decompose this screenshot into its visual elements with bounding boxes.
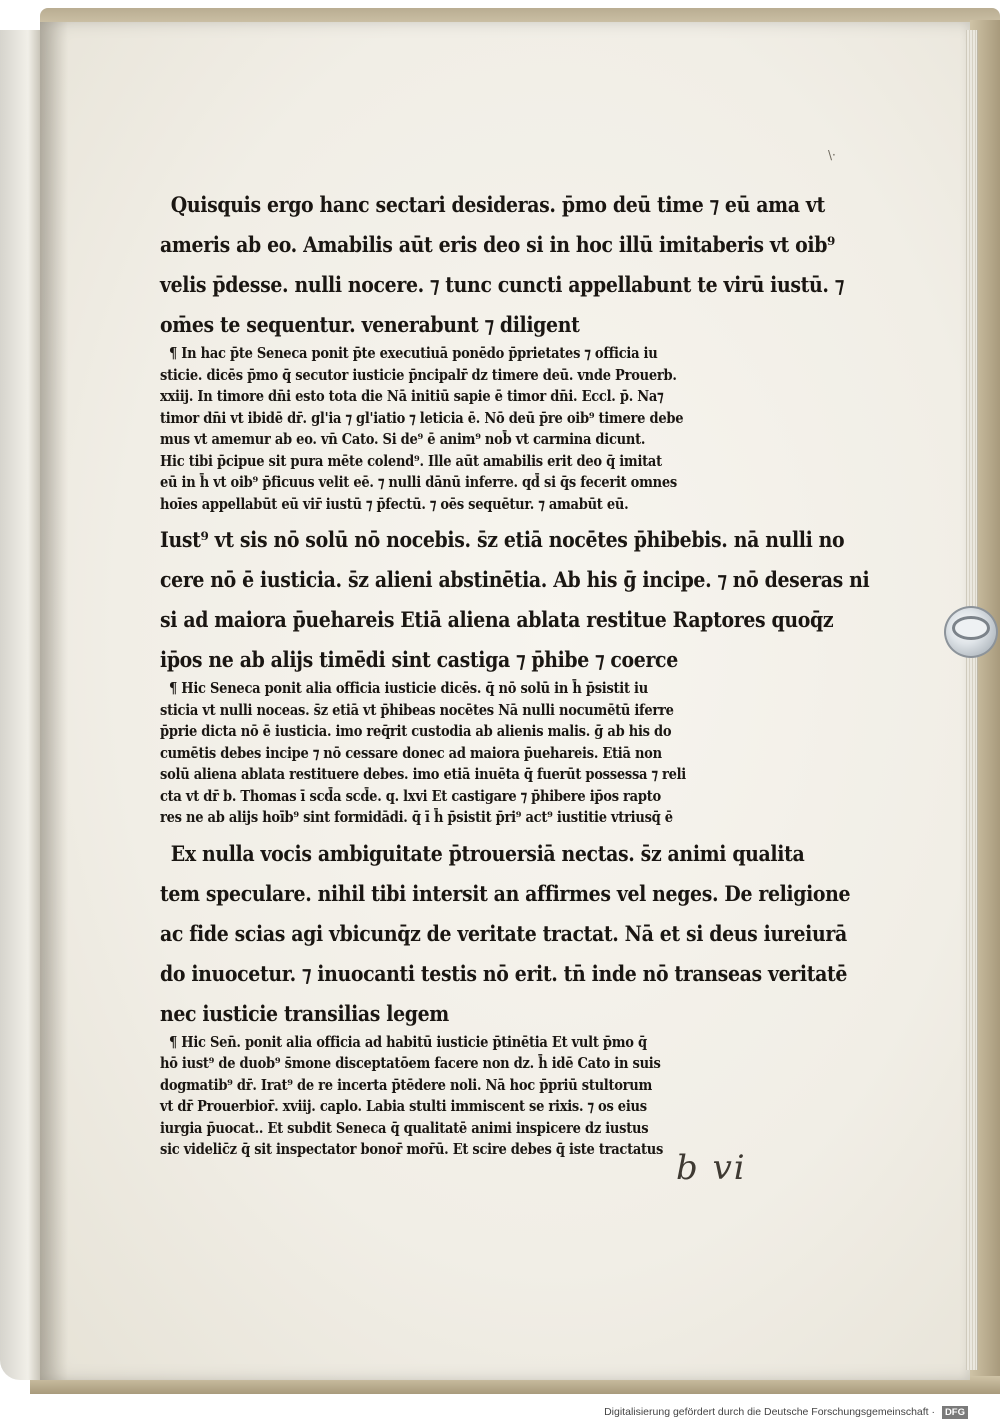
text-column [160, 190, 870, 1161]
facing-page-edge [0, 30, 40, 1380]
main-line: ip̄os ne ab alijs timēdi sint castiga ⁊ p̄hibe ⁊ coerce [160, 647, 678, 672]
commentary-line: solū aliena ablata restituere debes. imo etiā inuēta q̄ fuerūt possessa ⁊ reli [160, 766, 686, 783]
commentary-line: timor dn̄i vt ibidē dr̄. gl'ia ⁊ gl'iatio ⁊ leticia ē. Nō deū p̄re oib⁹ timere debe [160, 409, 684, 427]
main-line: Quisquis ergo hanc sectari desideras. p̄mo deū time ⁊ eū ama vt [170, 192, 825, 217]
commentary-line: xxiij. In timore dn̄i esto tota die Nā initiū sapie ē timor dn̄i. Eccl. p̄. Na⁊ [160, 388, 664, 405]
main-line: si ad maiora p̄uehareis Etiā aliena ablata restitue Raptores quoq̄z [160, 607, 834, 632]
commentary-line: ¶ Hic Sen̄. ponit alia officia ad habitū iusticie p̄tinētia Et vult p̄mo q̄ [169, 1033, 647, 1051]
commentary-line: dogmatib⁹ dr̄. Irat⁹ de re incerta p̄tēdere noli. Nā hoc p̄priū stultorum [160, 1076, 653, 1094]
commentary-block-3 [160, 1032, 760, 1161]
commentary-line: eū in h̄ vt oib⁹ p̄ficuus velit eē. ⁊ nulli dānū inferre. qd̄ si q̄s fecerit omnes [160, 474, 677, 491]
commentary-line: p̄prie dicta nō ē iusticia. imo req̄rit custodia ab alienis malis. ḡ ab his do [160, 723, 672, 740]
main-line: nec iusticie transilias legem [160, 1000, 449, 1026]
page-block-edges [966, 30, 978, 1370]
main-line: cere nō ē iusticia. s̄z alieni abstinētia. Ab his ḡ incipe. ⁊ nō deseras ni [160, 567, 870, 592]
main-text-block-1 [160, 190, 844, 339]
commentary-line: sticie. dicēs p̄mo q̄ secutor iusticie p̄ncipalr̄ dz timere deū. vnde Prouerb. [160, 366, 677, 384]
main-line: ameris ab eo. Amabilis aūt eris deo si in hoc illū imitaberis vt oib⁹ [160, 232, 835, 257]
gutter-shadow [40, 22, 68, 1380]
main-line: Iust⁹ vt sis nō solū nō nocebis. s̄z etiā nocētes p̄hibebis. nā nulli no [160, 527, 845, 552]
commentary-line: mus vt amemur ab eo. vn̄ Cato. Si de⁹ ē anim⁹ nob̄ vt carmina dicunt. [160, 431, 646, 448]
main-line: ac fide scias agi vbicunq̄z de veritate tractat. Nā et si deus iureiurā [160, 920, 847, 946]
commentary-line: cumētis debes incipe ⁊ nō cessare donec ad maiora p̄uehareis. Etiā non [160, 744, 662, 762]
commentary-line: hoīes appellabūt eū vir̄ iustū ⁊ p̄fectū. ⁊ oēs sequētur. ⁊ amabūt eū. [160, 495, 629, 513]
commentary-line: ¶ Hic Seneca ponit alia officia iusticie dicēs. q̄ nō solū in h̄ p̄sistit iu [169, 680, 648, 697]
main-text-block-3 [160, 839, 851, 1028]
digitization-credit [604, 1406, 968, 1419]
credit-text: Digitalisierung gefördert durch die Deutsche Forschungsgemeinschaft · [604, 1406, 936, 1418]
commentary-line: ¶ In hac p̄te Seneca ponit p̄te executiuā ponēdo p̄prietates ⁊ officia iu [169, 345, 658, 362]
commentary-line: vt dr̄ Prouerbior̄. xviij. caplo. Labia stulti immiscent se rixis. ⁊ os eius [160, 1098, 647, 1115]
commentary-line: sticia vt nulli noceas. s̄z etiā vt p̄hibeas nocētes Nā nulli nocumētū iferre [160, 701, 674, 719]
commentary-block-2 [160, 678, 760, 829]
commentary-line: cta vt dr̄ b. Thomas ī scd̄a scd̄e. q. lxvi Et castigare ⁊ p̄hibere ip̄os rapto [160, 787, 661, 805]
main-line: velis p̄desse. nulli nocere. ⁊ tunc cuncti appellabunt te virū iustū. ⁊ [160, 272, 844, 297]
page-clip-ring [952, 616, 990, 640]
main-line: do inuocetur. ⁊ inuocanti testis nō erit. tn̄ inde nō transeas veritatē [160, 960, 847, 986]
dfg-logo: DFG [942, 1406, 968, 1419]
main-line: tem speculare. nihil tibi intersit an affirmes vel neges. De religione [160, 880, 851, 906]
commentary-line: hō iust⁹ de duob⁹ s̄mone disceptatōem facere non dz. h̄ idē Cato in suis [160, 1055, 661, 1072]
commentary-line: iurgia p̄uocat.. Et subdit Seneca q̄ qualitatē animi inspicere dz iustus [160, 1119, 649, 1137]
main-line: om̄es te sequentur. venerabunt ⁊ diligent [160, 312, 580, 337]
commentary-line: Hic tibi p̄cipue sit pura mēte colend⁹. Ille aūt amabilis erit deo q̄ imitat [160, 452, 662, 470]
commentary-line: res ne ab alijs hoīb⁹ sint formidādi. q̄ ī h̄ p̄sistit p̄ri⁹ act⁹ iustitie vtriusq̄ ē [160, 809, 673, 826]
main-text-block-2 [160, 525, 870, 674]
margin-mark: \· [828, 148, 836, 162]
signature-mark: b vi [676, 1148, 747, 1188]
commentary-block-1 [160, 343, 760, 515]
main-line: Ex nulla vocis ambiguitate p̄trouersiā nectas. s̄z animi qualita [170, 840, 805, 866]
commentary-line: sic videlic̄z q̄ sit inspectator bonor̄ mor̄ū. Et scire debes q̄ iste tractatus [160, 1141, 664, 1158]
